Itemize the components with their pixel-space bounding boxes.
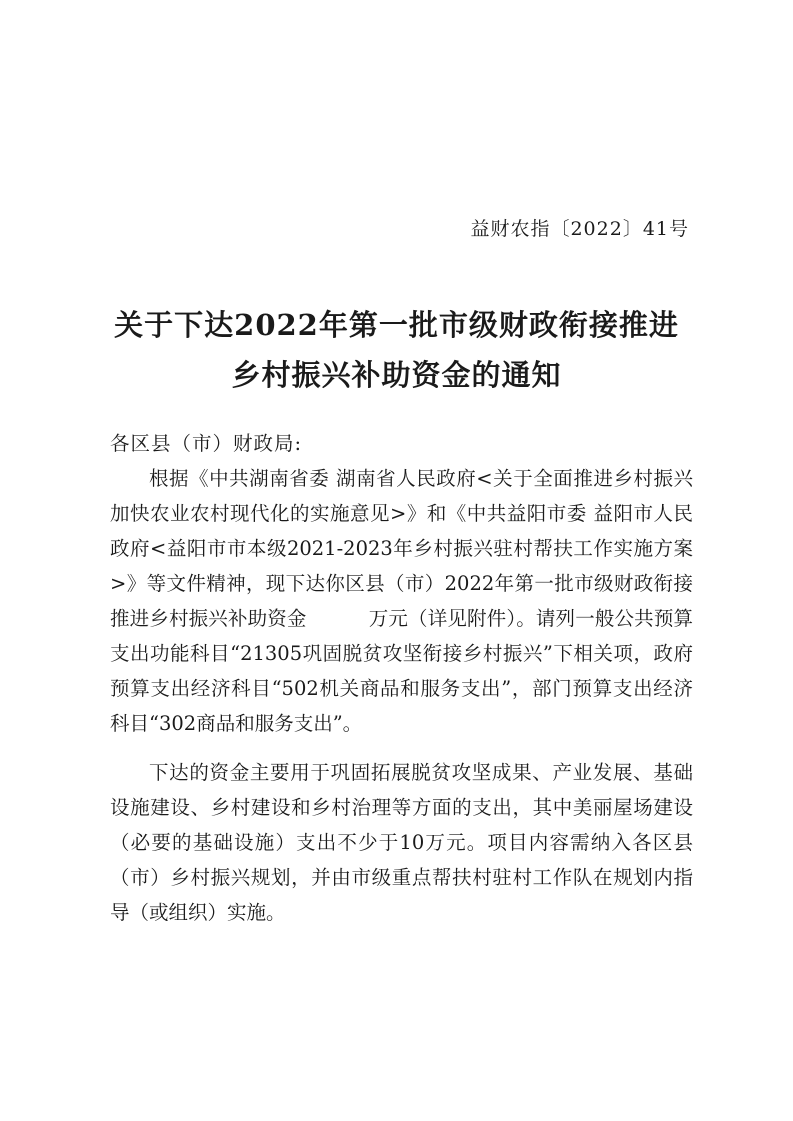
paragraph-1 [110, 461, 693, 741]
title-line-2: 乡村振兴补助资金的通知 [231, 358, 562, 392]
paragraph-2: 下达的资金主要用于巩固拓展脱贫攻坚成果、产业发展、基础设施建设、乡村建设和乡村治理等方面的支出，其中美丽屋场建设（必要的基础设施）支出不少于10万元。项目内容需纳入各区县（市）乡村振兴规划，并由市级重点帮扶村驻村工作队在规划内指导（或组织）实施。 [110, 761, 693, 924]
title-line-1: 关于下达2022年第一批市级财政衔接推进 [114, 308, 679, 342]
paragraph-1-part-1: 根据《中共湖南省委 湖南省人民政府<关于全面推进乡村振兴 加快农业农村现代化的实施意见>》和《中共益阳市委 益阳市人民政府<益阳市市本级2021-2023年乡村振兴驻村帮扶工作实施方案>》等文件精神，现下达你区县（市）2022年第一批市级财政衔接推进乡村振兴补助资金 [110, 467, 693, 630]
paragraph-1-part-2: 万元（详见附件）。请列一般公共预算支出功能科目“21305巩固脱贫攻坚衔接乡村振兴”下相关项，政府预算支出经济科目“502机关商品和服务支出”，部门预算支出经济科目“302商品和服务支出”。 [110, 607, 693, 735]
document-body [110, 426, 693, 937]
document-number: 益财农指〔2022〕41号 [470, 218, 689, 240]
document-title [60, 300, 733, 400]
salutation: 各区县（市）财政局: [110, 432, 303, 455]
